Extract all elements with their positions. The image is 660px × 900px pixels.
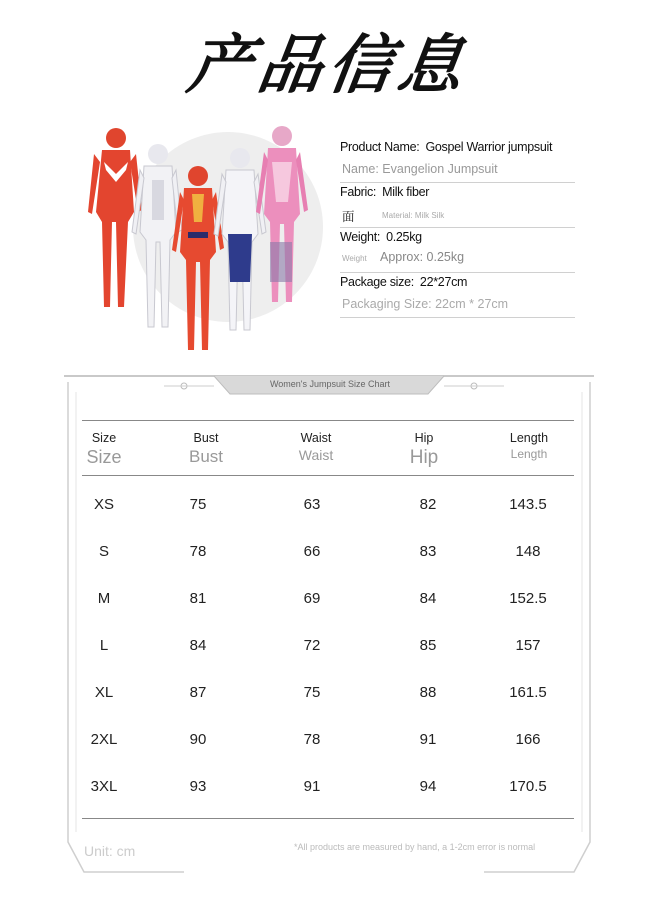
size-table	[82, 420, 574, 805]
table-row: 2XL 90 78 91 166	[90, 731, 541, 748]
table-row: XS 75 63 82 143.5	[93, 496, 547, 513]
info-sub: Name: Evangelion Jumpsuit	[342, 162, 498, 176]
header-size: Size Size	[86, 431, 122, 467]
table-row: M 81 69 84 152.5	[97, 590, 547, 607]
info-label: Package size:	[340, 275, 414, 289]
red-suit-center	[172, 166, 224, 350]
info-label: Weight:	[340, 230, 381, 244]
table-row: S 78 66 83 148	[98, 543, 541, 560]
product-info	[340, 138, 575, 318]
table-header	[82, 420, 574, 476]
header-bust: Bust Bust	[188, 431, 224, 466]
unit-label: Unit: cm	[84, 843, 136, 859]
jumpsuits-illustration	[78, 122, 318, 354]
info-row-package	[340, 273, 575, 318]
info-label: Fabric:	[340, 185, 377, 199]
info-tiny: Weight	[342, 254, 367, 263]
info-sub: Packaging Size: 22cm * 27cm	[342, 297, 509, 311]
product-image	[78, 122, 318, 354]
measurement-note: *All products are measured by hand, a 1-2cm error is normal	[294, 842, 536, 852]
header-hip: Hip Hip	[409, 431, 439, 468]
table-bottom-rule	[82, 818, 574, 819]
table-row: 3XL 93 91 94 170.5	[90, 778, 547, 795]
table-row: L 84 72 85 157	[99, 637, 541, 654]
size-chart-title: Women's Jumpsuit Size Chart	[269, 379, 391, 389]
info-value: 22*27cm	[419, 275, 468, 289]
page-title: 产品信息	[183, 29, 474, 103]
info-value: Gospel Warrior jumpsuit	[425, 140, 553, 154]
info-tiny: Material: Milk Silk	[382, 211, 445, 220]
info-sub: Approx: 0.25kg	[380, 250, 465, 264]
info-value: Milk fiber	[382, 185, 430, 199]
info-row-weight	[340, 228, 575, 273]
header-length: Length Length	[509, 431, 549, 461]
info-label: Product Name:	[340, 140, 420, 154]
table-row: XL 87 75 88 161.5	[94, 684, 547, 701]
info-value: 0.25kg	[386, 230, 422, 244]
info-row-fabric	[340, 183, 575, 228]
header-waist: Waist Waist	[298, 431, 334, 463]
info-row-name	[340, 138, 575, 183]
info-sub: 面	[342, 210, 355, 224]
